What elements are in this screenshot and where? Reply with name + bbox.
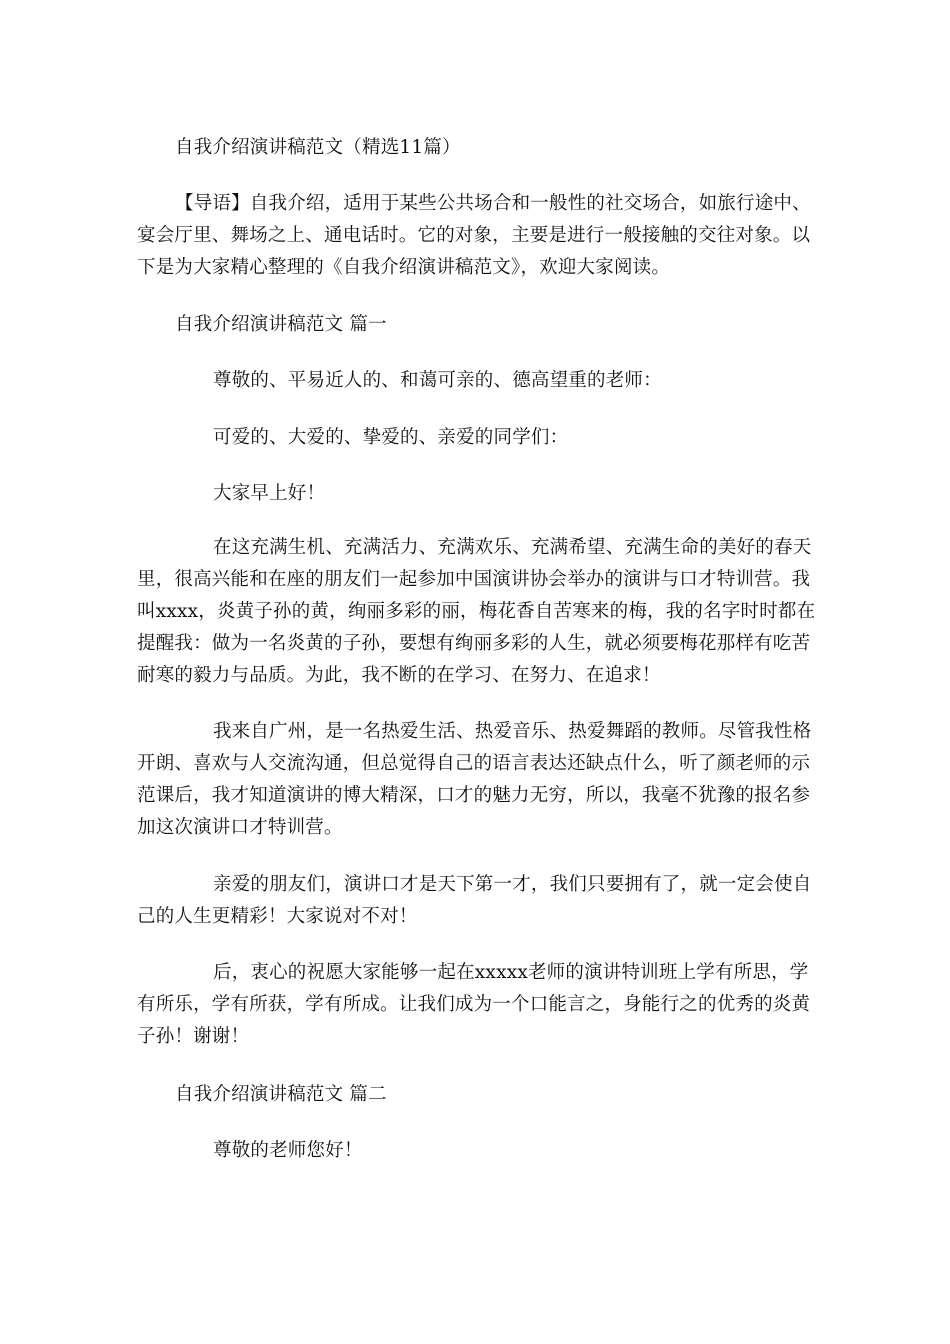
salutation-teacher: 尊敬的老师您好！ [213,1140,363,1161]
paragraph-spring: 在这充满生机、充满活力、充满欢乐、充满希望、充满生命的美好的春天里，很高兴能和在座的朋友们一起参加中国演讲协会举办的演讲与口才特训营。我叫xxxx，炎黄子孙的黄，绚丽多彩的丽，梅花香自苦寒来的梅，我的名字时时都在提醒我：做为一名炎黄的子孙，要想有绚丽多彩的人生，就必须要梅花那样有吃苦耐寒的毅力与品质。为此，我不断的在学习、在努力、在追求！ [137,537,816,686]
document-title: 自我介绍演讲稿范文（精选11篇） [175,137,461,158]
greeting: 大家早上好！ [213,483,326,504]
intro-paragraph: 【导语】自我介绍，适用于某些公共场合和一般性的社交场合，如旅行途中、宴会厅里、舞场之上、通电话时。它的对象，主要是进行一般接触的交往对象。以下是为大家精心整理的《自我介绍演讲稿范文》，欢迎大家阅读。 [137,193,811,278]
paragraph-closing: 后，衷心的祝愿大家能够一起在xxxxx老师的演讲特训班上学有所思，学有所乐，学有所获，学有所成。让我们成为一个口能言之，身能行之的优秀的炎黄子孙！谢谢！ [137,962,811,1047]
salutation-teachers: 尊敬的、平易近人的、和蔼可亲的、德高望重的老师： [213,370,662,391]
section-heading-2: 自我介绍演讲稿范文 篇二 [175,1084,387,1105]
section-heading-1: 自我介绍演讲稿范文 篇一 [175,314,387,335]
salutation-students: 可爱的、大爱的、挚爱的、亲爱的同学们： [213,427,569,448]
paragraph-eloquence: 亲爱的朋友们，演讲口才是天下第一才，我们只要拥有了，就一定会使自己的人生更精彩！大家说对不对！ [137,874,812,927]
paragraph-guangzhou: 我来自广州，是一名热爱生活、热爱音乐、热爱舞蹈的教师。尽管我性格开朗、喜欢与人交流沟通，但总觉得自己的语言表达还缺点什么，听了颜老师的示范课后，我才知道演讲的博大精深，口才的魅力无穷，所以，我毫不犹豫的报名参加这次演讲口才特训营。 [137,721,812,838]
